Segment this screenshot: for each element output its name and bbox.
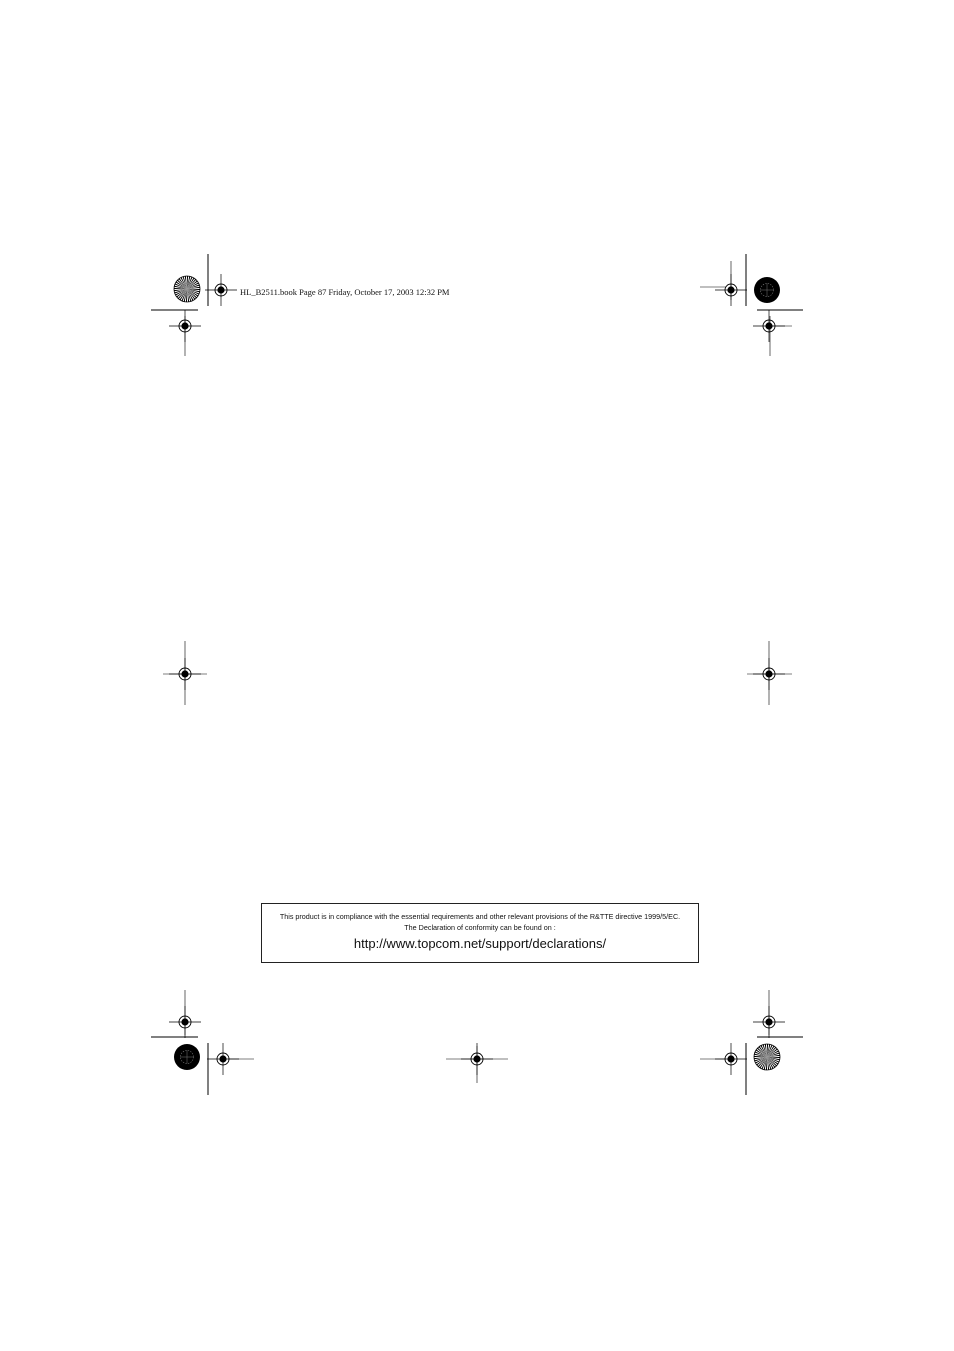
conformity-text: The Declaration of conformity can be found on :: [404, 922, 556, 932]
solid-target-icon: [754, 277, 780, 303]
declarations-url: http://www.topcom.net/support/declarations/: [353, 936, 607, 951]
compliance-text: This product is in compliance with the essential requirements and other relevant provisions of the R&TTE directive 1999/5/EC.: [279, 912, 681, 921]
crop-lines: [151, 254, 803, 1095]
star-target-icon: [174, 276, 200, 302]
registration-mark-icon: [205, 274, 237, 306]
declaration-box: [261, 903, 699, 963]
file-info-header: HL_B2511.book Page 87 Friday, October 17, 2003 12:32 PM: [240, 287, 450, 297]
solid-target-icon: [174, 1044, 200, 1070]
star-target-icon: [754, 1044, 780, 1070]
